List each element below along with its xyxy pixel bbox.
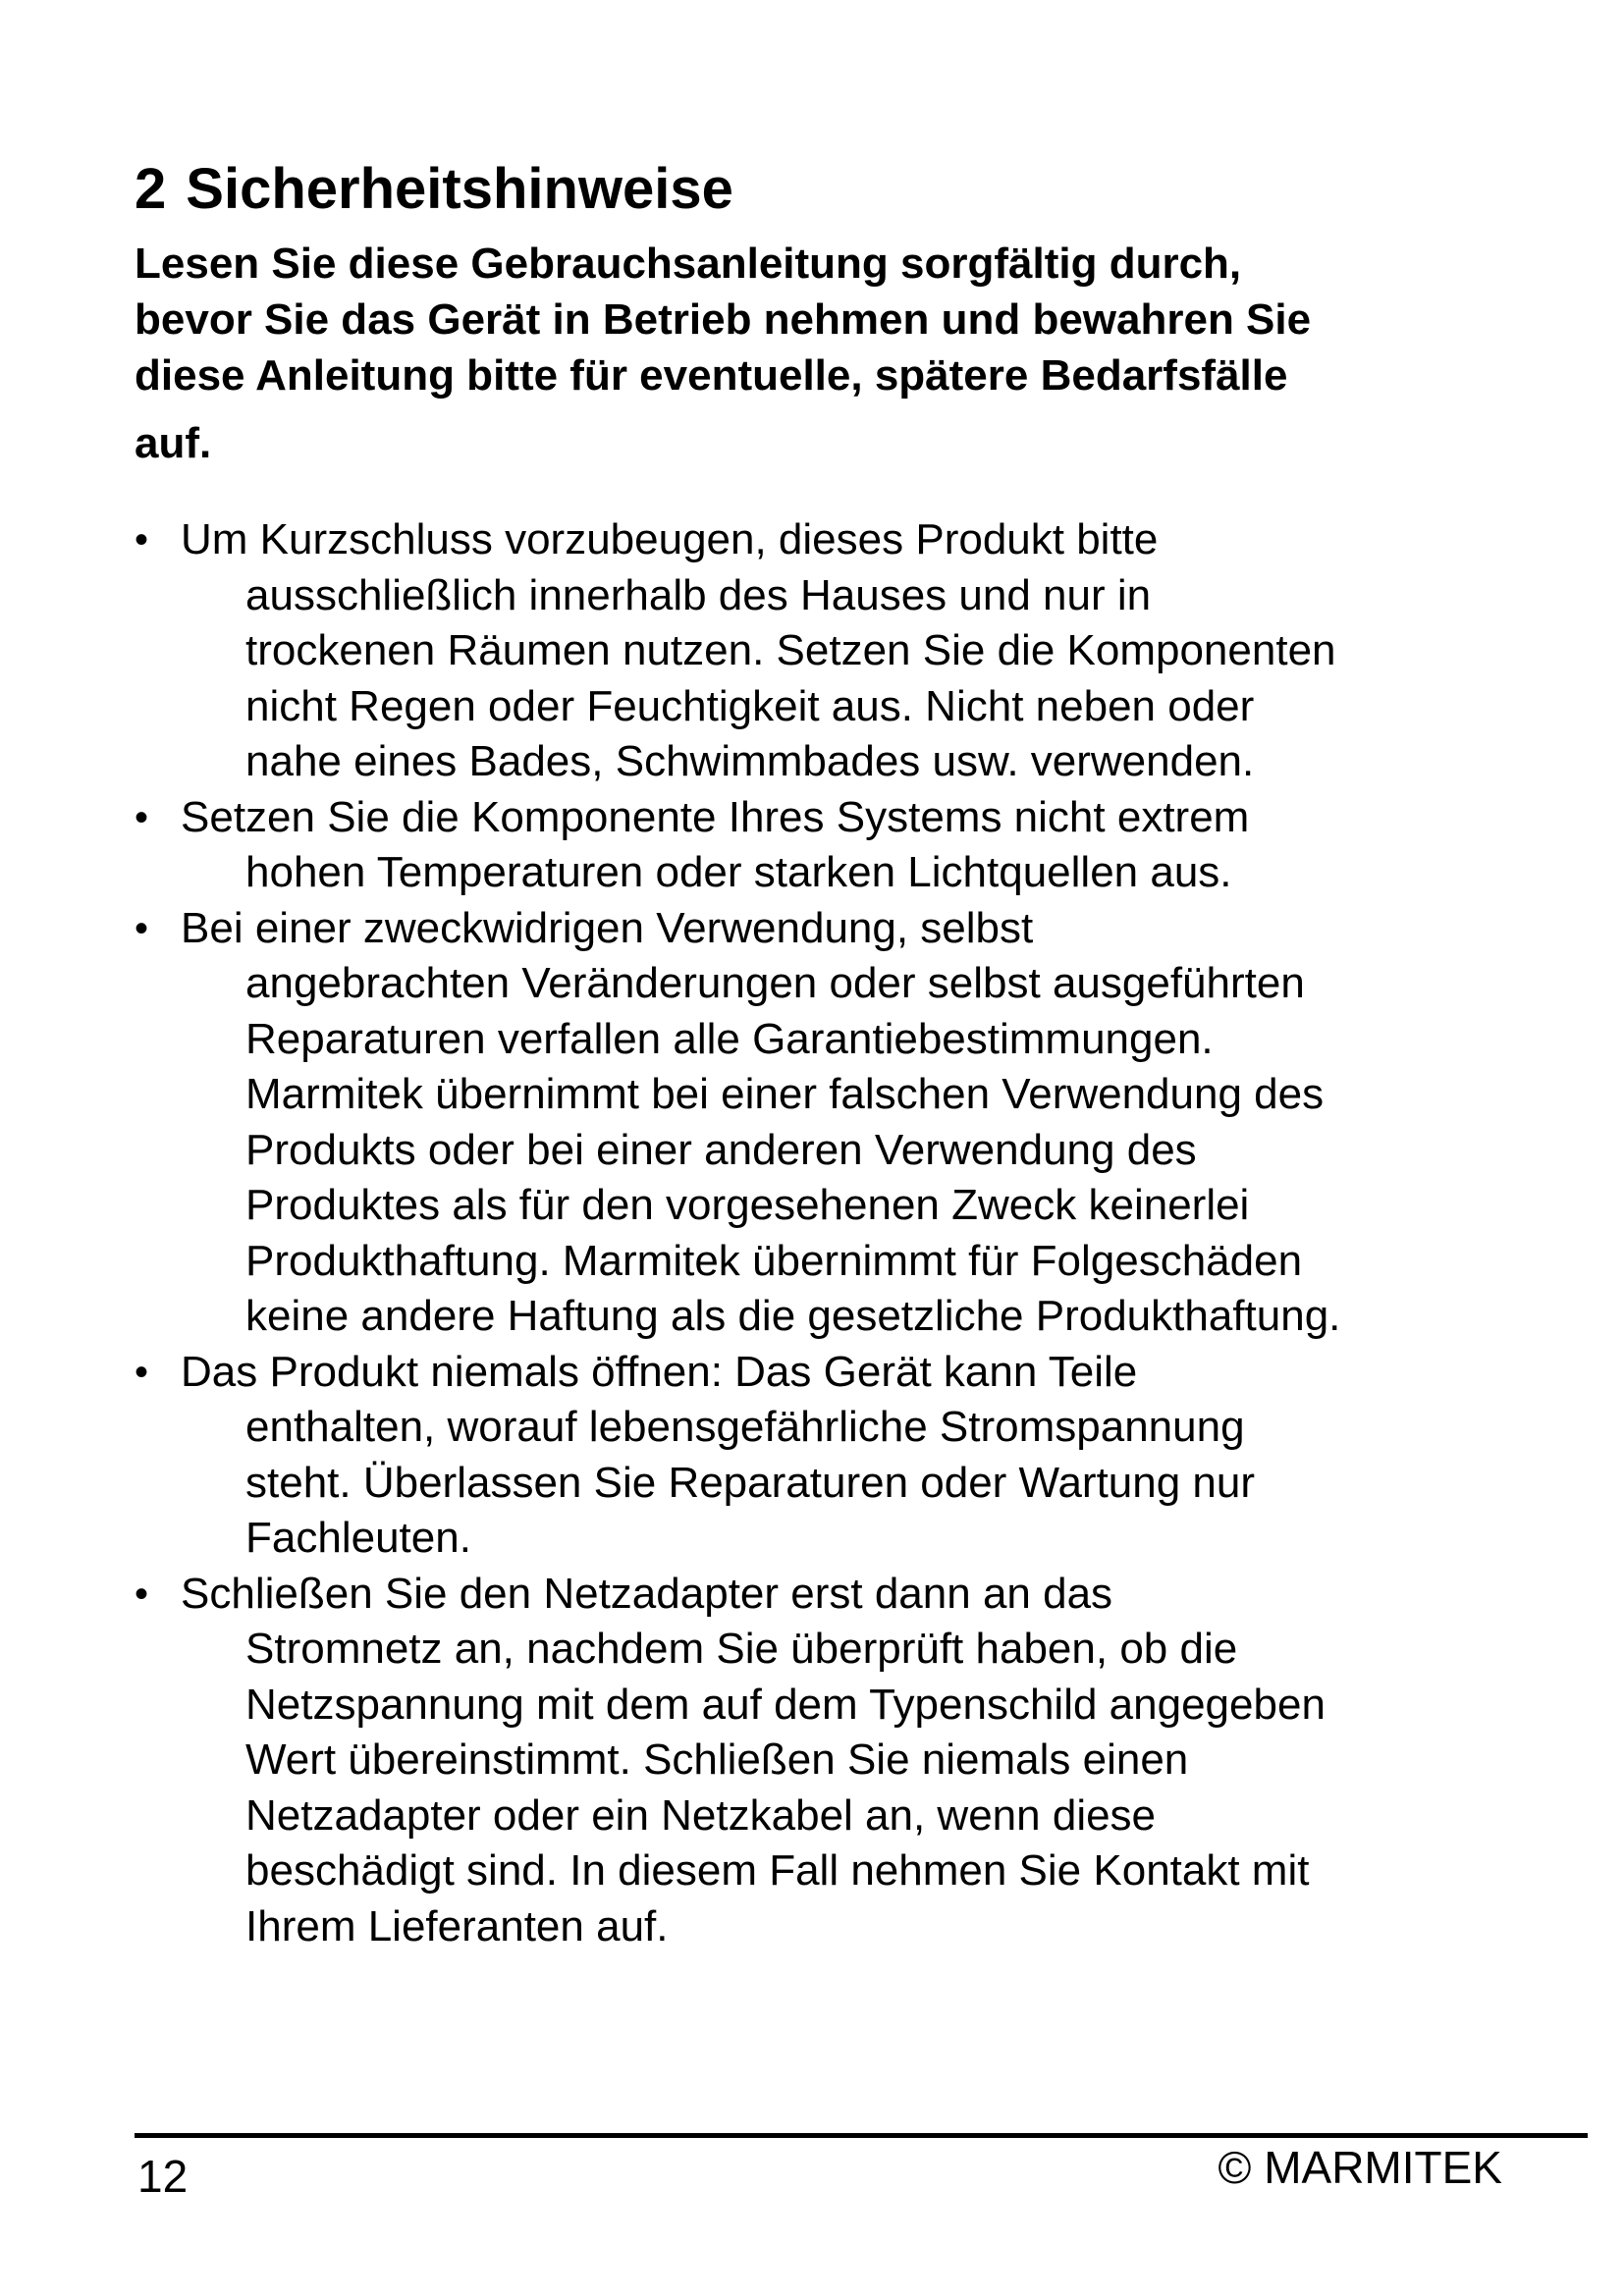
- safety-text-line: enthalten, worauf lebensgefährliche Stromspannung: [245, 1403, 1245, 1451]
- safety-text-line: Netzspannung mit dem auf dem Typenschild angegeben: [245, 1680, 1326, 1729]
- safety-text-line: Wert übereinstimmt. Schließen Sie niemals einen: [245, 1735, 1189, 1784]
- bullet-dot-icon: •: [135, 795, 149, 839]
- safety-text-line: Produktes als für den vorgesehenen Zweck keinerlei: [245, 1181, 1250, 1229]
- safety-text-line: Produkthaftung. Marmitek übernimmt für Folgeschäden: [245, 1236, 1303, 1285]
- safety-list: [135, 512, 1529, 1954]
- safety-text-line: Netzadapter oder ein Netzkabel an, wenn diese: [245, 1790, 1157, 1840]
- copyright-brand: © MARMITEK: [1218, 2142, 1502, 2193]
- safety-text-line: Setzen Sie die Komponente Ihres Systems nicht extrem: [181, 792, 1250, 841]
- intro-line: auf.: [135, 419, 212, 467]
- safety-text-line: Marmitek übernimmt bei einer falschen Verwendung des: [245, 1070, 1325, 1118]
- safety-text-line: steht. Überlassen Sie Reparaturen oder Wartung nur: [245, 1458, 1256, 1507]
- safety-list-item: [135, 1567, 1529, 1955]
- safety-text-line: nahe eines Bades, Schwimmbades usw. verwenden.: [245, 737, 1255, 785]
- safety-text-line: beschädigt sind. In diesem Fall nehmen Sie Kontakt mit: [245, 1846, 1310, 1895]
- safety-text-line: keine andere Haftung als die gesetzliche Produkthaftung.: [245, 1292, 1341, 1340]
- safety-text-line: trockenen Räumen nutzen. Setzen Sie die Komponenten: [245, 626, 1336, 674]
- intro-line: Lesen Sie diese Gebrauchsanleitung sorgfältig durch,: [135, 240, 1242, 288]
- section-heading: [135, 155, 733, 224]
- section-number: 2: [135, 157, 167, 221]
- safety-text-line: ausschließlich innerhalb des Hauses und nur in: [245, 570, 1152, 619]
- intro-line: diese Anleitung bitte für eventuelle, spätere Bedarfsfälle: [135, 351, 1288, 400]
- safety-list-item: [135, 901, 1529, 1345]
- bullet-dot-icon: •: [135, 518, 149, 561]
- safety-text-line: Fachleuten.: [245, 1514, 471, 1562]
- safety-list-item: [135, 790, 1529, 901]
- safety-text-line: Reparaturen verfallen alle Garantiebestimmungen.: [245, 1014, 1214, 1063]
- footer-divider: [135, 2133, 1588, 2138]
- safety-text-line: Schließen Sie den Netzadapter erst dann an das: [181, 1569, 1113, 1618]
- safety-text-line: nicht Regen oder Feuchtigkeit aus. Nicht neben oder: [245, 681, 1255, 730]
- intro-line: bevor Sie das Gerät in Betrieb nehmen und bewahren Sie: [135, 295, 1312, 344]
- safety-list-item: [135, 1345, 1529, 1567]
- safety-text-line: Um Kurzschluss vorzubeugen, dieses Produkt bitte: [181, 515, 1159, 563]
- bullet-dot-icon: •: [135, 1572, 149, 1616]
- safety-text-line: Das Produkt niemals öffnen: Das Gerät kann Teile: [181, 1347, 1138, 1396]
- safety-text-line: hohen Temperaturen oder starken Lichtquellen aus.: [245, 848, 1232, 896]
- page-number: 12: [137, 2151, 189, 2202]
- safety-text-line: angebrachten Veränderungen oder selbst ausgeführten: [245, 959, 1305, 1007]
- bullet-dot-icon: •: [135, 906, 149, 950]
- intro-paragraph: [135, 236, 1499, 471]
- safety-list-item: [135, 512, 1529, 790]
- safety-text-line: Bei einer zweckwidrigen Verwendung, selbst: [181, 903, 1034, 952]
- bullet-dot-icon: •: [135, 1350, 149, 1394]
- section-title: Sicherheitshinweise: [186, 157, 733, 221]
- safety-text-line: Stromnetz an, nachdem Sie überprüft haben, ob die: [245, 1625, 1238, 1673]
- safety-text-line: Ihrem Lieferanten auf.: [245, 1901, 669, 1950]
- safety-text-line: Produkts oder bei einer anderen Verwendung des: [245, 1125, 1197, 1174]
